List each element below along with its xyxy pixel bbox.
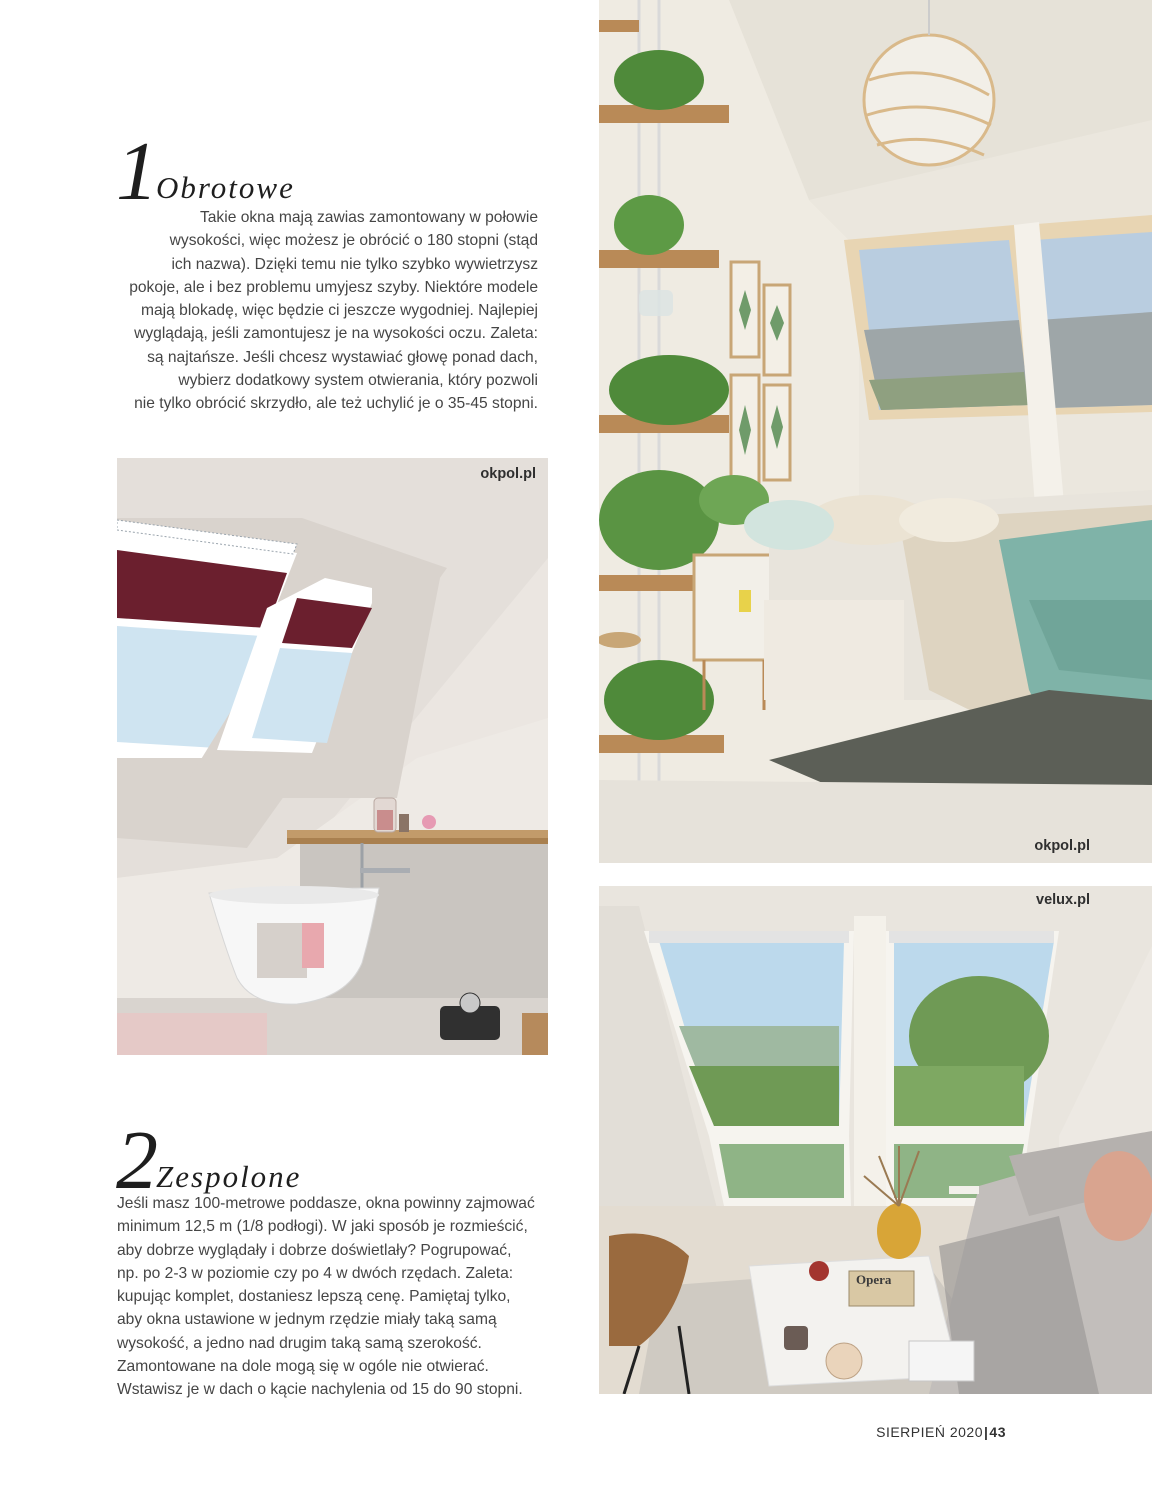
- section-number: 2: [116, 1114, 154, 1207]
- photo-credit-bathroom: okpol.pl: [480, 466, 536, 482]
- photo-bedroom: [599, 0, 1152, 863]
- section-heading-2: [116, 1114, 302, 1207]
- section-body-2: Jeśli masz 100-metrowe poddasze, okna powinny zajmować minimum 12,5 m (1/8 podłogi). W jaki sposób je rozmieścić, aby dobrze wyglądały i dobrze doświetlały? Pogrupować, np. po 2-3 w poziomie czy po 4 w dwóch rzędach. Zaleta: kupując komplet, dostaniesz lepszą cenę. Pamiętaj tylko, aby okna ustawione w jednym rzędzie miały taką samą wysokość, a jedno nad drugim taką samą szerokość. Zamontowane na dole mogą się w ogóle nie otwierać. Wstawisz je w dach o kącie nachylenia od 15 do 90 stopni.: [117, 1195, 535, 1399]
- footer-separator: |: [984, 1424, 989, 1440]
- living-room-illustration: [599, 886, 1152, 1394]
- section-title: Zespolone: [156, 1159, 302, 1195]
- bedroom-illustration: [599, 0, 1152, 863]
- section-title: Obrotowe: [156, 170, 295, 206]
- footer-issue: SIERPIEŃ 2020: [876, 1424, 983, 1440]
- bathroom-illustration: [117, 458, 548, 1055]
- section-heading-1: [116, 125, 295, 218]
- section-body-1: Takie okna mają zawias zamontowany w połowie wysokości, więc możesz je obrócić o 180 stopni (stąd ich nazwa). Dzięki temu nie tylko szybko wywietrzysz pokoje, ale i bez problemu umyjesz szyby. Niektóre modele mają blokadę, więc będzie ci jeszcze wygodniej. Najlepiej wyglądają, jeśli zamontujesz je na wysokości oczu. Zaleta: są najtańsze. Jeśli chcesz wystawiać głowę ponad dach, wybierz dodatkowy system otwierania, który pozwoli nie tylko obrócić skrzydło, ale też uchylić je o 35-45 stopni.: [129, 209, 538, 413]
- book-cover-title: Opera: [856, 1272, 892, 1287]
- page-number: 43: [989, 1424, 1006, 1440]
- page-footer: [876, 1424, 1006, 1440]
- photo-credit-living-room: velux.pl: [1036, 892, 1090, 908]
- photo-bathroom: [117, 458, 548, 1055]
- photo-living-room: [599, 886, 1152, 1394]
- section-number: 1: [116, 125, 154, 218]
- photo-credit-bedroom: okpol.pl: [1034, 838, 1090, 854]
